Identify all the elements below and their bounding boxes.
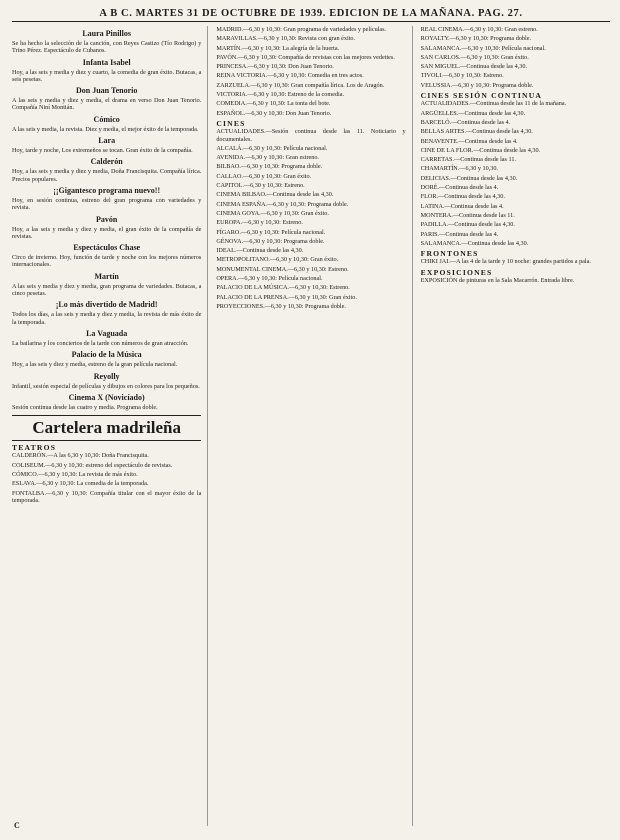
listing-text: CARRETAS.—Continua desde las 11.	[420, 156, 517, 164]
listing-text: MADRID.—6,30 y 10,30: Gran programa de variedades y películas.	[216, 26, 387, 33]
venue-heading: ¡¡Gigantesco programa nuevo!!	[53, 185, 161, 195]
listing-text: A las seis y media y diez y media, el drama en verso Don Juan Tenorio. Compañía Niní Montián.	[12, 97, 202, 112]
listing-text: METROPOLITANO.—6,30 y 10,30: Gran éxito.	[216, 256, 339, 264]
venue-heading: Pavón	[95, 214, 118, 224]
listing-text: OPERA.—6,30 y 10,30: Película nacional.	[216, 275, 323, 283]
listing-text: Hoy, tarde y noche, Los extremeños se tocan. Gran éxito de la compañía.	[12, 147, 193, 155]
listing-text: FONTALBA.—6,30 y 10,30: Compañía titular con el mayor éxito de la temporada.	[12, 489, 202, 504]
listing-text: Hoy, a las seis y media y diez y cuarto, la comedia de gran éxito. Butacas, a seis pesetas.	[12, 68, 202, 83]
columns	[12, 26, 610, 826]
column-2	[216, 26, 412, 826]
listing-text: ALCALÁ.—6,30 y 10,30: Película nacional.	[216, 144, 328, 152]
listing-text: AVENIDA.—6,30 y 10,30: Gran estreno.	[216, 154, 319, 162]
listing-text: EXPOSICIÓN de pinturas en la Sala Macarrón. Entrada libre.	[420, 277, 575, 285]
listing-text: SAN MIGUEL.—Continua desde las 4,30.	[420, 63, 528, 71]
listing-text: La bailarina y los conciertos de la tarde con números de gran atracción.	[12, 339, 189, 347]
venue-heading: Calderón	[90, 157, 123, 167]
listing-text: A las seis y media, la revista. Diez y media, el mejor éxito de la temporada.	[12, 125, 199, 133]
section-heading: TEATROS	[12, 443, 57, 453]
listing-text: ESLAVA.—6,30 y 10,30: La comedia de la temporada.	[12, 480, 149, 488]
listing-text: MARAVILLAS.—6,30 y 10,30: Revista con gran éxito.	[216, 35, 356, 43]
listing-text: EUROPA.—6,30 y 10,30: Estreno.	[216, 219, 303, 227]
venue-heading: Infanta Isabel	[82, 57, 131, 67]
venue-heading: Espectáculos Chase	[73, 243, 141, 253]
listing-text: REINA VICTORIA.—6,30 y 10,30: Comedia en tres actos.	[216, 72, 364, 80]
section-heading: FRONTONES	[420, 249, 479, 259]
listing-text: FÍGARO.—6,30 y 10,30: Película nacional.	[216, 228, 326, 236]
listing-text: CÓMICO.—6,30 y 10,30: La revista de más éxito.	[12, 471, 138, 479]
listing-text: COMEDIA.—6,30 y 10,30: La tonta del bote.	[216, 100, 331, 108]
venue-heading: Lara	[98, 136, 116, 146]
listing-text: DELICIAS.—Continua desde las 4,30.	[420, 174, 518, 182]
listing-text: ACTUALIDADES.—Continua desde las 11 de la mañana.	[420, 100, 567, 108]
listing-text: CAPITOL.—6,30 y 10,30: Estreno.	[216, 182, 305, 190]
venue-heading: Laura Pinillos	[82, 29, 131, 38]
listing-text: BILBAO.—6,30 y 10,30: Programa doble.	[216, 163, 323, 171]
listing-text: IDEAL.—Continua desde las 4,30.	[216, 247, 304, 255]
listing-text: Todos los días, a las seis y media y diez y media, la revista de más éxito de la temporada.	[12, 311, 202, 326]
listing-text: FLOR.—Continua desde las 4,30.	[420, 193, 505, 201]
listing-text: VELUSSIA.—6,30 y 10,30: Programa doble.	[420, 81, 534, 89]
listing-text: PARIS.—Continua desde las 4.	[420, 230, 499, 238]
listing-text: GÉNOVA.—6,30 y 10,30: Programa doble.	[216, 237, 325, 245]
listing-text: A las seis y media y diez y media, gran programa de variedades. Butacas, a cinco pesetas.	[12, 282, 202, 298]
listing-text: Hoy, a las seis y media y diez y media, Doña Francisquita. Compañía lírica. Precios populares.	[12, 168, 202, 183]
listing-text: TIVOLI.—6,30 y 10,30: Estreno.	[420, 72, 504, 80]
column-3	[421, 26, 610, 826]
listing-text: BARCELÓ.—Continua desde las 4.	[420, 118, 511, 126]
listing-text: PALACIO DE LA MÚSICA.—6,30 y 10,30: Estreno.	[216, 284, 350, 292]
listing-text: ZARZUELA.—6,30 y 10,30: Gran compañía lírica. Los de Aragón.	[216, 81, 385, 89]
listing-text: MONTERA.—Continua desde las 11.	[420, 211, 515, 219]
listing-text: CALLAO.—6,30 y 10,30: Gran éxito.	[216, 172, 312, 180]
listing-text: DORÉ.—Continua desde las 4.	[420, 184, 499, 192]
listing-text: CHAMARTÍN.—6,30 y 10,30.	[420, 165, 498, 173]
listing-text: Sesión continua desde las cuatro y media. Programa doble.	[12, 403, 158, 411]
listing-text: BELLAS ARTES.—Continua desde las 4,30.	[420, 128, 533, 136]
page-mark: C	[14, 821, 20, 830]
venue-heading: Martín	[94, 271, 119, 281]
listing-text: PALACIO DE LA PRENSA.—6,30 y 10,30: Gran éxito.	[216, 293, 357, 301]
venue-heading: Palacio de la Música	[71, 350, 142, 360]
listing-text: LATINA.—Continua desde las 4.	[420, 202, 504, 210]
venue-heading: ¡Lo más divertido de Madrid!	[55, 300, 158, 310]
listing-text: Se ha hecho la selección de la canción, con Reyes Castizo (Tío Rodrigo) y Trino Pérez. Espectáculo de Cubanos.	[12, 40, 202, 55]
listing-text: SAN CARLOS.—6,30 y 10,30: Gran éxito.	[420, 53, 529, 61]
venue-heading: Don Juan Tenorio	[75, 86, 138, 96]
listing-text: SALAMANCA.—Continua desde las 4,30.	[420, 239, 529, 247]
listing-text: BENAVENTE.—Continua desde las 4.	[420, 137, 518, 145]
listing-text: CINEMA ESPAÑA.—6,30 y 10,30: Programa doble.	[216, 200, 349, 208]
listing-text: Circo de invierno. Hoy, función de tarde y noche con los mejores números internacionales.	[12, 254, 202, 269]
listing-text: PADILLA.—Continua desde las 4,30.	[420, 221, 515, 229]
listing-text: Hoy, en sesión continua, estreno del gran programa con variedades y revista.	[12, 196, 202, 212]
cartelera-title: Cartelera madrileña	[12, 415, 201, 441]
listing-text: PAVÓN.—6,30 y 10,30: Compañía de revistas con las mejores vedettes.	[216, 53, 395, 61]
section-heading: CINES SESIÓN CONTINUA	[420, 91, 543, 101]
listing-text: SALAMANCA.—6,30 y 10,30: Película nacional.	[420, 44, 546, 52]
listing-text: CHIKI JAI.—A las 4 de la tarde y 10 noche: grandes partidos a pala.	[420, 258, 591, 266]
column-1	[12, 26, 208, 826]
listing-text: CALDERÓN.—A las 6,30 y 10,30: Doña Francisquita.	[12, 452, 149, 460]
venue-heading: Cinema X (Novicíado)	[68, 392, 145, 402]
section-heading: CINES	[216, 118, 246, 128]
venue-heading: Reyolly	[93, 371, 120, 381]
venue-heading: Cómico	[93, 114, 120, 124]
page-header: A B C. MARTES 31 DE OCTUBRE DE 1939. EDICION DE LA MAÑANA. PAG. 27.	[12, 8, 610, 22]
listing-text: MARTÍN.—6,30 y 10,30: La alegría de la huerta.	[216, 44, 340, 52]
listing-text: CINEMA BILBAO.—Continua desde las 4,30.	[216, 191, 334, 199]
listing-text: ESPAÑOL.—6,30 y 10,30: Don Juan Tenorio.	[216, 109, 332, 117]
listing-text: CINE DE LA FLOR.—Continua desde las 4,30.	[420, 146, 541, 154]
listing-text: VICTORIA.—6,30 y 10,30: Estreno de la comedia.	[216, 91, 345, 99]
listing-text: Hoy, a las seis y media y diez y media, el gran éxito de la compañía de revistas.	[12, 225, 202, 240]
listing-text: CINEMA GOYA.—6,30 y 10,30: Gran éxito.	[216, 209, 329, 217]
listing-text: PROYECCIONES.—6,30 y 10,30: Programa doble.	[216, 302, 346, 310]
listing-text: ARGÜELLES.—Continua desde las 4,30.	[420, 109, 526, 117]
section-heading: EXPOSICIONES	[420, 267, 493, 277]
listing-text: MONUMENTAL CINEMA.—6,30 y 10,30: Estreno.	[216, 265, 349, 273]
listing-text: Hoy, a las seis y diez y media, estreno de la gran película nacional.	[12, 361, 178, 369]
listing-text: COLISEUM.—6,30 y 10,30: estreno del espectáculo de revistas.	[12, 461, 173, 469]
listing-text: PRINCESA.—6,30 y 10,30: Don Juan Tenorio.	[216, 63, 334, 71]
venue-heading: La Vaguada	[86, 328, 128, 338]
listing-text: Infantil, sesión especial de películas y dibujos en colores para los pequeños.	[12, 382, 200, 390]
listing-text: ROYALTY.—6,30 y 10,30: Programa doble.	[420, 35, 531, 43]
listing-text: ACTUALIDADES.—Sesión continua desde las 11. Noticiario y documentales.	[216, 128, 406, 143]
listing-text: REAL CINEMA.—6,30 y 10,30: Gran estreno.	[420, 26, 538, 33]
